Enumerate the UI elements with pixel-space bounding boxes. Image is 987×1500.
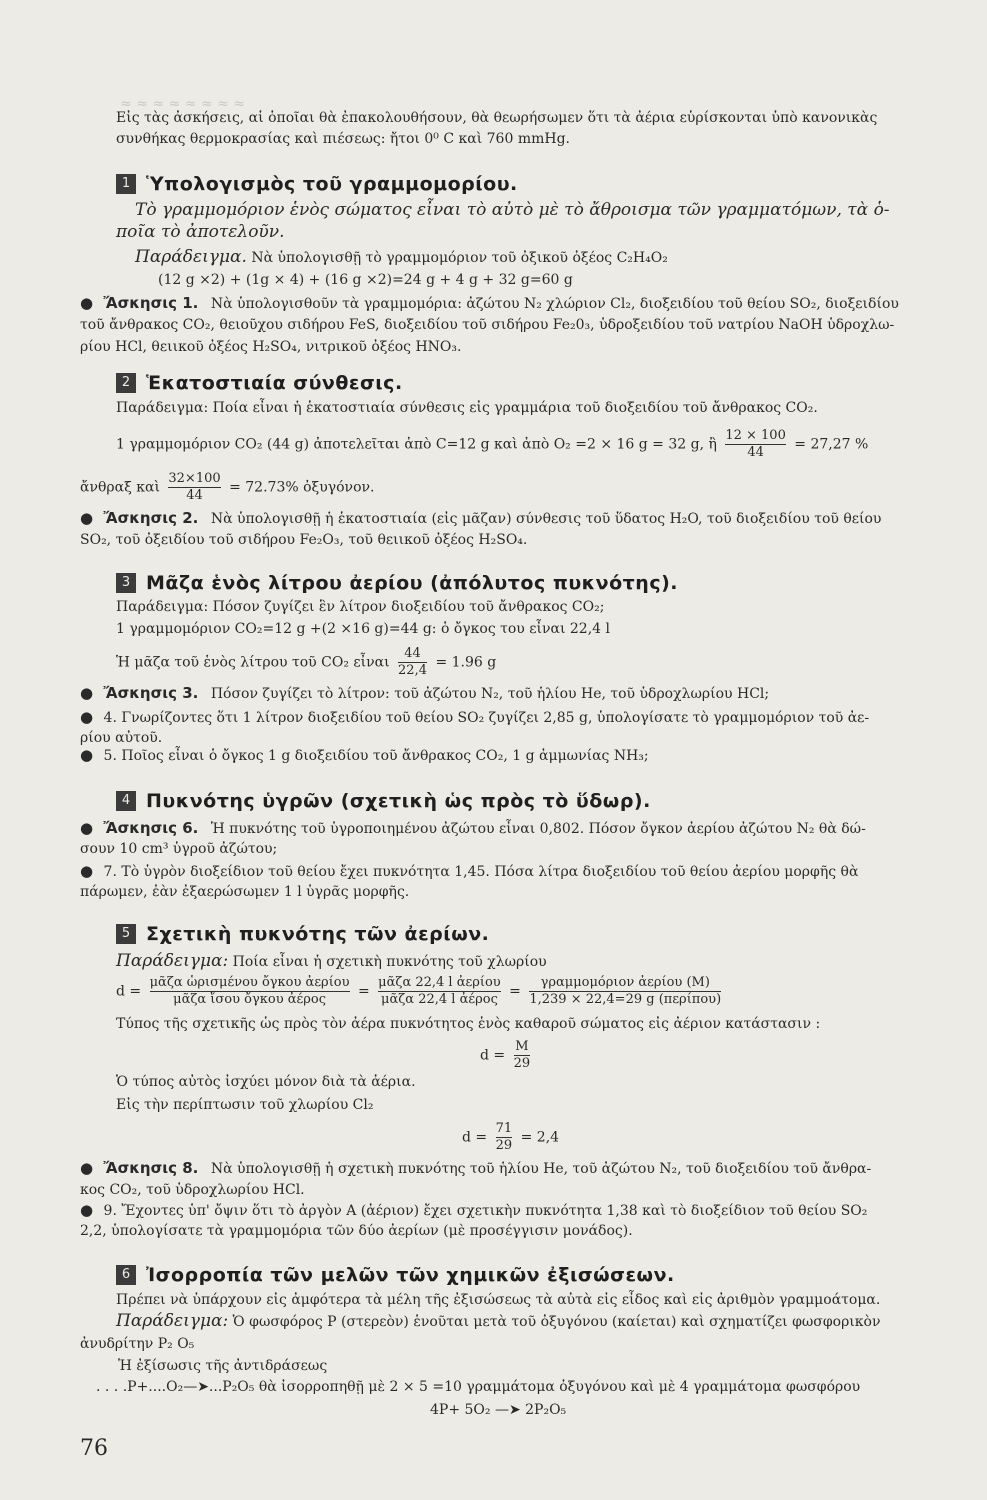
exercise-label: Ἄσκησις 1.: [103, 294, 199, 312]
bullet-icon: ●: [80, 1159, 94, 1177]
density-line: [116, 646, 949, 679]
bleed-through: ≈ ≈ ≈ ≈ ≈ ≈ ≈ ≈: [120, 96, 245, 112]
density-text: Ἡ μᾶζα τοῦ ἑνὸς λίτρου τοῦ CO₂ εἶναι: [116, 654, 390, 671]
fraction-numerator: μᾶζα ὡρισμένου ὄγκου ἀερίου: [149, 975, 350, 990]
fraction-result: = 1.96 g: [435, 654, 497, 671]
section-3-heading: [116, 570, 678, 596]
exercise-text: Ἡ πυκνότης τοῦ ὑγροποιημένου ἀζώτου εἶναι 0,802. Πόσον ὄγκον ἀερίου ἀζώτου N₂ θὰ δώ-: [210, 821, 866, 837]
example-line: Παράδειγμα: Πόσον ζυγίζει ἓν λίτρον διοξειδίου τοῦ ἄνθρακος CO₂;: [116, 599, 605, 615]
fraction: [168, 471, 220, 504]
section-title: Ἰσορροπία τῶν μελῶν τῶν χημικῶν ἐξισώσεων.: [146, 1264, 675, 1286]
bullet-icon: ●: [80, 819, 94, 837]
equals-sign: =: [509, 983, 521, 1000]
exercise-text: 9. Ἔχοντες ὑπ' ὄψιν ὅτι τὸ ἀργὸν A (ἀέριον) ἔχει σχετικὴν πυκνότητα 1,38 καὶ τὸ διοξείδιον τοῦ θείου SO₂: [103, 1203, 868, 1219]
exercise-text: Νὰ ὑπολογισθῇ ἡ ἑκατοστιαία (εἰς μᾶζαν) σύνθεσις τοῦ ὕδατος H₂O, τοῦ διοξειδίου τοῦ θείου: [210, 511, 882, 527]
chlorine-result: [462, 1121, 949, 1154]
exercise-4-line-2: ρίου αὐτοῦ.: [80, 730, 163, 746]
exercise-1-line-2: τοῦ ἄνθρακος CO₂, θειοῦχου σιδήρου FeS, διοξειδίου τοῦ σιδήρου Fe₂0₃, ὑδροξειδίου τοῦ νατρίου NaOH ὑδροχλω-: [80, 317, 895, 333]
example-label: Παράδειγμα:: [116, 951, 229, 971]
formula-note: Ὁ τύπος αὐτὸς ἰσχύει μόνον διὰ τὰ ἀέρια.: [116, 1074, 416, 1090]
exercise-label: Ἄσκησις 6.: [103, 819, 199, 837]
example-label: Παράδειγμα:: [116, 1311, 229, 1331]
exercise-2-line-2: SO₂, τοῦ ὀξειδίου τοῦ σιδήρου Fe₂O₃, τοῦ θειικοῦ ὀξέος H₂SO₄.: [80, 532, 528, 548]
fraction-numerator: 12 × 100: [725, 428, 786, 443]
section-title: Ὑπολογισμὸς τοῦ γραμμομορίου.: [146, 173, 518, 195]
relative-density-formula: [116, 975, 949, 1008]
section-number-badge: 5: [116, 924, 136, 944]
fraction-result: = 27,27 %: [794, 436, 869, 453]
fraction: [725, 428, 786, 461]
exercise-7-line-2: πάρωμεν, ἐὰν ἐξαερώσωμεν 1 l ὑγρᾶς μορφῆς.: [80, 884, 410, 900]
section-number-badge: 2: [116, 373, 136, 393]
fraction: [378, 975, 501, 1008]
exercise-1-line-1: [80, 293, 949, 314]
example-line: Παράδειγμα: Ποία εἶναι ἡ ἑκατοστιαία σύνθεσις εἰς γραμμάρια τοῦ διοξειδίου τοῦ ἄνθρακος CO₂.: [116, 400, 818, 416]
section-2-heading: [116, 370, 403, 396]
formula-rule: Τύπος τῆς σχετικῆς ὡς πρὸς τὸν ἀέρα πυκνότητος ἑνὸς καθαροῦ σώματος εἰς ἀέριον κατάστασιν :: [116, 1016, 821, 1032]
fraction-numerator: M: [515, 1039, 529, 1054]
section-title: Σχετικὴ πυκνότης τῶν ἀερίων.: [146, 923, 490, 945]
section-title: Ἑκατοστιαία σύνθεσις.: [146, 372, 403, 394]
fraction-denominator: 29: [495, 1138, 513, 1153]
exercise-text: 4. Γνωρίζοντες ὅτι 1 λίτρον διοξειδίου τοῦ θείου SO₂ ζυγίζει 2,85 g, ὑπολογίσατε τὸ γραμμομόριον τοῦ ἀε-: [103, 710, 870, 726]
exercise-3-line: [80, 683, 949, 704]
example-line-2: ἀνυδρίτην P₂ O₅: [80, 1336, 195, 1352]
chlorine-case: Εἰς τὴν περίπτωσιν τοῦ χλωρίου Cl₂: [116, 1097, 374, 1113]
exercise-label: Ἄσκησις 8.: [103, 1159, 199, 1177]
exercise-2-line-1: [80, 508, 949, 529]
example-line: [135, 247, 949, 268]
formula-d: d =: [462, 1129, 488, 1146]
fraction-result: = 72.73% ὀξυγόνον.: [229, 479, 375, 496]
intro-line-2: συνθήκας θερμοκρασίας καὶ πιέσεως: ἤτοι 0⁰ C καὶ 760 mmHg.: [116, 131, 570, 147]
fraction-denominator: 29: [513, 1056, 531, 1071]
composition-text: ἄνθραξ καὶ: [80, 479, 160, 496]
exercise-8-line-2: κος CO₂, τοῦ ὑδροχλωρίου HCl.: [80, 1182, 305, 1198]
exercise-text: Νὰ ὑπολογισθῇ ἡ σχετικὴ πυκνότης τοῦ ἡλίου He, τοῦ ἀζώτου N₂, τοῦ διοξειδίου τοῦ ἄνθρα-: [210, 1161, 872, 1177]
fraction-result: = 2,4: [520, 1129, 560, 1146]
composition-text: 1 γραμμομόριον CO₂ (44 g) ἀποτελεῖται ἀπὸ C=12 g καὶ ἀπὸ O₂ =2 × 16 g = 32 g, ἢ: [116, 436, 717, 453]
exercise-label: Ἄσκησις 2.: [103, 509, 199, 527]
fraction-denominator: 44: [168, 487, 220, 504]
section-number-badge: 6: [116, 1265, 136, 1285]
section-6-heading: [116, 1262, 675, 1288]
composition-line-1: [116, 428, 949, 461]
intro-line-1: Εἰς τὰς ἀσκήσεις, αἱ ὁποῖαι θὰ ἐπακολουθήσουν, θὰ θεωρήσωμεν ὅτι τὰ ἀέρια εὑρίσκονται ὑπὸ κανονικὰς: [116, 110, 878, 126]
exercise-text: 5. Ποῖος εἶναι ὁ ὄγκος 1 g διοξειδίου τοῦ ἄνθρακος CO₂, 1 g ἀμμωνίας NH₃;: [103, 748, 649, 764]
exercise-5-line: [80, 745, 949, 766]
definition-line-2: ποῖα τὸ ἀποτελοῦν.: [116, 222, 285, 242]
molar-mass-calculation: (12 g ×2) + (1g × 4) + (16 g ×2)=24 g + 4 g + 32 g=60 g: [158, 272, 573, 288]
exercise-9-line-2: 2,2, ὑπολογίσατε τὰ γραμμομόρια τῶν δύο ἀερίων (μὲ προσέγγισιν μονάδος).: [80, 1223, 633, 1239]
exercise-4-line-1: [80, 707, 949, 728]
formula-d: d =: [480, 1047, 506, 1064]
exercise-6-line-1: [80, 818, 949, 839]
fraction-numerator: 44: [404, 646, 421, 661]
example-text: Νὰ ὑπολογισθῇ τὸ γραμμομόριον τοῦ ὀξικοῦ ὀξέος C₂H₄O₂: [251, 250, 668, 266]
fraction-denominator: 22,4: [398, 663, 427, 678]
definition-line-1: Τὸ γραμμομόριον ἑνὸς σώματος εἶναι τὸ αὐτὸ μὲ τὸ ἄθροισμα τῶν γραμματόμων, τὰ ὁ-: [135, 200, 890, 220]
fraction: [529, 975, 721, 1008]
equals-sign: =: [357, 983, 370, 1000]
bullet-icon: ●: [80, 509, 94, 527]
exercise-6-line-2: σουν 10 cm³ ὑγροῦ ἀζώτου;: [80, 841, 278, 857]
section-title: Μᾶζα ἑνὸς λίτρου ἀερίου (ἀπόλυτος πυκνότης).: [146, 572, 678, 594]
equation-title: Ἡ ἐξίσωσις τῆς ἀντιδράσεως: [118, 1358, 328, 1374]
exercise-text: Νὰ ὑπολογισθοῦν τὰ γραμμομόρια: ἀζώτου N₂ χλώριον Cl₂, διοξειδίου τοῦ θείου SO₂, διοξειδίου: [210, 296, 899, 312]
bullet-icon: ●: [80, 746, 94, 764]
relative-density-general: [480, 1039, 949, 1072]
fraction-denominator: μᾶζα 22,4 l ἀέρος: [378, 991, 501, 1008]
exercise-8-line-1: [80, 1158, 949, 1179]
exercise-text: 7. Τὸ ὑγρὸν διοξείδιον τοῦ θείου ἔχει πυκνότητα 1,45. Πόσα λίτρα διοξειδίου τοῦ θείου ἀερίου μορφῆς θὰ: [103, 864, 859, 880]
bullet-icon: ●: [80, 1201, 94, 1219]
example-text: Ὁ φωσφόρος P (στερεὸν) ἑνοῦται μετὰ τοῦ ὀξυγόνου (καίεται) καὶ σχηματίζει φωσφορικὸν: [232, 1314, 881, 1330]
example-label: Παράδειγμα.: [135, 247, 247, 267]
section-4-heading: [116, 788, 651, 814]
exercise-label: Ἄσκησις 3.: [103, 684, 199, 702]
composition-line-2: [80, 471, 949, 504]
example-line: [116, 1311, 949, 1332]
equation-line: . . . .P+....O₂—➤...P₂O₅ θὰ ἰσορροπηθῇ μὲ 2 × 5 =10 γραμμάτομα ὀξυγόνου καὶ μὲ 4 γραμμάτομα φωσφόρου: [96, 1379, 861, 1395]
fraction-denominator: μᾶζα ἴσου ὄγκου ἀέρος: [150, 991, 350, 1008]
section-number-badge: 3: [116, 573, 136, 593]
fraction-numerator: 32×100: [168, 471, 221, 486]
fraction-numerator: γραμμομόριον ἀερίου (M): [540, 975, 710, 990]
section-number-badge: 1: [116, 174, 136, 194]
exercise-9-line-1: [80, 1200, 949, 1221]
fraction: [398, 646, 427, 679]
exercise-7-line-1: [80, 861, 949, 882]
exercise-text: Πόσον ζυγίζει τὸ λίτρον: τοῦ ἀζώτου N₂, τοῦ ἡλίου He, τοῦ ὑδροχλωρίου HCl;: [210, 686, 770, 702]
molar-mass-line: 1 γραμμομόριον CO₂=12 g +(2 ×16 g)=44 g: ὁ ὄγκος του εἶναι 22,4 l: [116, 621, 610, 637]
fraction: [496, 1121, 513, 1154]
fraction-numerator: μᾶζα 22,4 l ἀερίου: [378, 975, 501, 990]
example-text: Ποία εἶναι ἡ σχετικὴ πυκνότης τοῦ χλωρίου: [232, 954, 547, 970]
section-5-heading: [116, 921, 489, 947]
page-number: 76: [80, 1436, 108, 1461]
fraction: [514, 1039, 531, 1072]
formula-d: d =: [116, 983, 142, 1000]
section-number-badge: 4: [116, 791, 136, 811]
fraction-denominator: 44: [725, 444, 786, 461]
fraction-numerator: 71: [495, 1121, 513, 1136]
final-equation: 4P+ 5O₂ —➤ 2P₂O₅: [430, 1402, 567, 1418]
fraction-denominator: 1,239 × 22,4=29 g (περίπου): [529, 992, 722, 1007]
example-line: [116, 951, 949, 972]
bullet-icon: ●: [80, 862, 94, 880]
bullet-icon: ●: [80, 684, 94, 702]
section-1-heading: [116, 171, 518, 197]
fraction: [150, 975, 350, 1008]
bullet-icon: ●: [80, 708, 94, 726]
balance-rule: Πρέπει νὰ ὑπάρχουν εἰς ἀμφότερα τὰ μέλη τῆς ἐξισώσεως τὰ αὐτὰ εἰς εἶδος καὶ εἰς ἀριθμὸν γραμμοάτομα.: [116, 1292, 881, 1308]
exercise-1-line-3: ρίου HCl, θειικοῦ ὀξέος H₂SO₄, νιτρικοῦ ὀξέος HNO₃.: [80, 339, 462, 355]
section-title: Πυκνότης ὑγρῶν (σχετικὴ ὡς πρὸς τὸ ὕδωρ).: [146, 790, 651, 812]
bullet-icon: ●: [80, 294, 94, 312]
